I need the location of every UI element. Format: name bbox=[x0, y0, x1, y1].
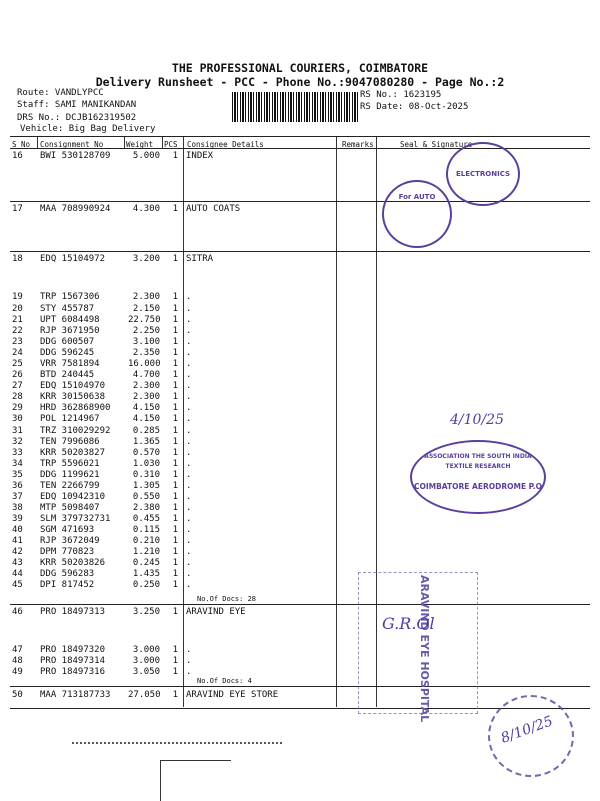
table-row bbox=[0, 370, 600, 381]
pieces-count: 1 bbox=[172, 459, 178, 469]
serial-number: 29 bbox=[12, 403, 23, 413]
serial-number: 33 bbox=[12, 448, 23, 458]
consignment-number: EDQ 15104972 bbox=[40, 254, 106, 264]
consignee-name: . bbox=[186, 414, 192, 424]
drs-field: DRS No.: DCJB162319502 bbox=[17, 113, 137, 123]
consignee-name: ARAVIND EYE bbox=[186, 607, 246, 617]
serial-number: 37 bbox=[12, 492, 23, 502]
table-row bbox=[0, 337, 600, 348]
pieces-count: 1 bbox=[172, 470, 178, 480]
serial-number: 21 bbox=[12, 315, 23, 325]
pieces-count: 1 bbox=[172, 370, 178, 380]
consignment-number: RJP 3671950 bbox=[40, 326, 100, 336]
col-header-seal: Seal & Signature bbox=[400, 140, 473, 149]
weight-value: 0.250 bbox=[132, 580, 160, 590]
auto-stamp-text: For AUTO bbox=[398, 193, 436, 201]
pieces-count: 1 bbox=[172, 525, 178, 535]
weight-value: 2.250 bbox=[132, 326, 160, 336]
pieces-count: 1 bbox=[172, 481, 178, 491]
consignment-number: BWI 530128709 bbox=[40, 151, 111, 161]
pieces-count: 1 bbox=[172, 392, 178, 402]
weight-value: 0.115 bbox=[132, 525, 160, 535]
route-field: Route: VANDLYPCC bbox=[17, 88, 104, 98]
col-header-weight: Weight bbox=[126, 140, 154, 149]
consignee-name: . bbox=[186, 569, 192, 579]
weight-value: 27.050 bbox=[128, 690, 161, 700]
table-row bbox=[0, 381, 600, 392]
consignee-name: . bbox=[186, 448, 192, 458]
table-row bbox=[0, 204, 600, 215]
serial-number: 22 bbox=[12, 326, 23, 336]
consignee-name: . bbox=[186, 503, 192, 513]
pieces-count: 1 bbox=[172, 204, 178, 214]
consignment-number: TRZ 310029292 bbox=[40, 426, 111, 436]
pieces-count: 1 bbox=[172, 403, 178, 413]
serial-number: 48 bbox=[12, 656, 23, 666]
pieces-count: 1 bbox=[172, 359, 178, 369]
consignment-number: SLM 379732731 bbox=[40, 514, 111, 524]
consignment-number: KRR 50203826 bbox=[40, 558, 106, 568]
weight-value: 2.300 bbox=[132, 292, 160, 302]
consignee-name: . bbox=[186, 645, 192, 655]
table-row bbox=[0, 536, 600, 547]
consignee-name: . bbox=[186, 580, 192, 590]
serial-number: 23 bbox=[12, 337, 23, 347]
serial-number: 43 bbox=[12, 558, 23, 568]
consignment-number: MAA 708990924 bbox=[40, 204, 111, 214]
serial-number: 26 bbox=[12, 370, 23, 380]
consignee-name: . bbox=[186, 481, 192, 491]
table-row bbox=[0, 426, 600, 437]
serial-number: 24 bbox=[12, 348, 23, 358]
consignee-name: . bbox=[186, 558, 192, 568]
consignee-name: SITRA bbox=[186, 254, 214, 264]
consignee-name: . bbox=[186, 326, 192, 336]
serial-number: 50 bbox=[12, 690, 23, 700]
consignment-number: EDQ 10942310 bbox=[40, 492, 106, 502]
table-row bbox=[0, 414, 600, 425]
sitra-seal-center-text: COIMBATORE AERODROME P.O bbox=[413, 482, 543, 491]
consignee-name: . bbox=[186, 348, 192, 358]
pieces-count: 1 bbox=[172, 503, 178, 513]
consignee-name: . bbox=[186, 426, 192, 436]
serial-number: 20 bbox=[12, 304, 23, 314]
consignee-name: . bbox=[186, 547, 192, 557]
weight-value: 0.285 bbox=[132, 426, 160, 436]
serial-number: 45 bbox=[12, 580, 23, 590]
consignee-name: . bbox=[186, 536, 192, 546]
table-row bbox=[0, 326, 600, 337]
consignment-number: POL 1214967 bbox=[40, 414, 100, 424]
table-row bbox=[0, 392, 600, 403]
serial-number: 38 bbox=[12, 503, 23, 513]
table-row bbox=[0, 607, 600, 618]
pieces-count: 1 bbox=[172, 426, 178, 436]
electronics-stamp-text: ELECTRONICS bbox=[455, 170, 511, 178]
weight-value: 2.300 bbox=[132, 392, 160, 402]
pieces-count: 1 bbox=[172, 292, 178, 302]
pieces-count: 1 bbox=[172, 348, 178, 358]
table-row bbox=[0, 348, 600, 359]
weight-value: 3.000 bbox=[132, 656, 160, 666]
serial-number: 46 bbox=[12, 607, 23, 617]
table-row bbox=[0, 656, 600, 667]
pieces-count: 1 bbox=[172, 414, 178, 424]
table-top-border bbox=[10, 136, 590, 137]
runsheet-subtitle: Delivery Runsheet - PCC - Phone No.:9047080280 - Page No.:2 bbox=[95, 75, 505, 89]
consignment-number: DDG 596245 bbox=[40, 348, 95, 358]
consignee-name: . bbox=[186, 470, 192, 480]
handwritten-signature: G.R.Ol bbox=[382, 614, 435, 633]
consignee-name: . bbox=[186, 370, 192, 380]
weight-value: 0.550 bbox=[132, 492, 160, 502]
pieces-count: 1 bbox=[172, 492, 178, 502]
pieces-count: 1 bbox=[172, 315, 178, 325]
consignment-number: VRR 7581894 bbox=[40, 359, 100, 369]
col-header-consignee: Consignee Details bbox=[187, 140, 264, 149]
weight-value: 2.300 bbox=[132, 381, 160, 391]
consignment-number: SGM 471693 bbox=[40, 525, 95, 535]
weight-value: 3.000 bbox=[132, 645, 160, 655]
rs-date: RS Date: 08-Oct-2025 bbox=[360, 102, 469, 112]
col-header-consignment: Consignment No bbox=[40, 140, 104, 149]
weight-value: 1.435 bbox=[132, 569, 160, 579]
handwritten-date-store: 8/10/25 bbox=[498, 713, 556, 747]
serial-number: 40 bbox=[12, 525, 23, 535]
serial-number: 42 bbox=[12, 547, 23, 557]
consignment-number: PRO 18497316 bbox=[40, 667, 106, 677]
row-separator bbox=[10, 686, 590, 687]
weight-value: 0.310 bbox=[132, 470, 160, 480]
consignee-name: . bbox=[186, 403, 192, 413]
table-row bbox=[0, 403, 600, 414]
pieces-count: 1 bbox=[172, 569, 178, 579]
table-row bbox=[0, 525, 600, 536]
table-row bbox=[0, 292, 600, 303]
weight-value: 5.000 bbox=[132, 151, 160, 161]
table-row bbox=[0, 254, 600, 265]
consignment-number: EDQ 15104970 bbox=[40, 381, 106, 391]
consignment-number: PRO 18497314 bbox=[40, 656, 106, 666]
consignment-number: KRR 50203827 bbox=[40, 448, 106, 458]
table-row bbox=[0, 514, 600, 525]
weight-value: 1.305 bbox=[132, 481, 160, 491]
consignment-number: TRP 1567306 bbox=[40, 292, 100, 302]
pieces-count: 1 bbox=[172, 656, 178, 666]
weight-value: 2.150 bbox=[132, 304, 160, 314]
table-row bbox=[0, 645, 600, 656]
serial-number: 47 bbox=[12, 645, 23, 655]
consignee-name: . bbox=[186, 392, 192, 402]
consignee-name: . bbox=[186, 525, 192, 535]
pieces-count: 1 bbox=[172, 690, 178, 700]
electronics-stamp bbox=[446, 142, 520, 206]
col-header-sno: S No bbox=[12, 140, 31, 149]
weight-value: 0.570 bbox=[132, 448, 160, 458]
auto-coats-stamp bbox=[382, 180, 452, 248]
table-row bbox=[0, 304, 600, 315]
weight-value: 3.100 bbox=[132, 337, 160, 347]
col-divider bbox=[124, 137, 125, 148]
pieces-count: 1 bbox=[172, 337, 178, 347]
serial-number: 19 bbox=[12, 292, 23, 302]
consignment-number: RJP 3672049 bbox=[40, 536, 100, 546]
weight-value: 0.210 bbox=[132, 536, 160, 546]
barcode bbox=[232, 92, 358, 122]
bottom-form-fragment bbox=[72, 742, 282, 744]
consignment-number: KRR 30150638 bbox=[40, 392, 106, 402]
weight-value: 1.365 bbox=[132, 437, 160, 447]
pieces-count: 1 bbox=[172, 547, 178, 557]
pieces-count: 1 bbox=[172, 514, 178, 524]
weight-value: 4.300 bbox=[132, 204, 160, 214]
serial-number: 30 bbox=[12, 414, 23, 424]
pieces-count: 1 bbox=[172, 151, 178, 161]
weight-value: 1.030 bbox=[132, 459, 160, 469]
consignment-number: BTD 240445 bbox=[40, 370, 95, 380]
weight-value: 3.200 bbox=[132, 254, 160, 264]
consignee-name: . bbox=[186, 459, 192, 469]
bottom-form-box bbox=[160, 760, 231, 801]
consignee-name: . bbox=[186, 381, 192, 391]
consignment-number: DDG 1199621 bbox=[40, 470, 100, 480]
weight-value: 3.050 bbox=[132, 667, 160, 677]
consignment-number: DPM 770823 bbox=[40, 547, 95, 557]
serial-number: 34 bbox=[12, 459, 23, 469]
consignment-number: STY 455787 bbox=[40, 304, 95, 314]
serial-number: 41 bbox=[12, 536, 23, 546]
pieces-count: 1 bbox=[172, 437, 178, 447]
aravind-vertical-stamp: ARAVIND EYE HOSPITAL bbox=[418, 575, 431, 723]
pieces-count: 1 bbox=[172, 304, 178, 314]
col-header-remarks: Remarks bbox=[342, 140, 374, 149]
weight-value: 4.150 bbox=[132, 414, 160, 424]
consignee-name: . bbox=[186, 359, 192, 369]
pieces-count: 1 bbox=[172, 580, 178, 590]
vehicle-field: Vehicle: Big Bag Delivery bbox=[20, 124, 156, 134]
serial-number: 32 bbox=[12, 437, 23, 447]
weight-value: 4.700 bbox=[132, 370, 160, 380]
consignee-name: . bbox=[186, 492, 192, 502]
serial-number: 27 bbox=[12, 381, 23, 391]
row-separator bbox=[10, 604, 590, 605]
serial-number: 39 bbox=[12, 514, 23, 524]
consignee-name: ARAVIND EYE STORE bbox=[186, 690, 279, 700]
consignment-number: MTP 5098407 bbox=[40, 503, 100, 513]
weight-value: 1.210 bbox=[132, 547, 160, 557]
pieces-count: 1 bbox=[172, 645, 178, 655]
pieces-count: 1 bbox=[172, 536, 178, 546]
consignee-name: . bbox=[186, 337, 192, 347]
weight-value: 4.150 bbox=[132, 403, 160, 413]
rs-number: RS No.: 1623195 bbox=[360, 90, 442, 100]
consignee-name: INDEX bbox=[186, 151, 214, 161]
consignment-number: TEN 2266799 bbox=[40, 481, 100, 491]
serial-number: 36 bbox=[12, 481, 23, 491]
consignee-name: . bbox=[186, 656, 192, 666]
docs-count-group2: No.Of Docs: 4 bbox=[197, 677, 252, 685]
table-row bbox=[0, 569, 600, 580]
weight-value: 16.000 bbox=[128, 359, 161, 369]
pieces-count: 1 bbox=[172, 667, 178, 677]
sitra-seal-ring-text: ASSOCIATION THE SOUTH INDIA TEXTILE RESEARCH bbox=[424, 453, 532, 470]
weight-value: 22.750 bbox=[128, 315, 161, 325]
col-divider bbox=[162, 137, 163, 148]
table-row bbox=[0, 667, 600, 678]
consignment-number: DDG 600507 bbox=[40, 337, 95, 347]
consignee-name: . bbox=[186, 667, 192, 677]
consignee-name: . bbox=[186, 292, 192, 302]
pieces-count: 1 bbox=[172, 448, 178, 458]
sitra-seal-stamp bbox=[410, 440, 546, 514]
weight-value: 0.245 bbox=[132, 558, 160, 568]
pieces-count: 1 bbox=[172, 558, 178, 568]
consignee-name: . bbox=[186, 437, 192, 447]
pieces-count: 1 bbox=[172, 607, 178, 617]
consignment-number: UPT 6084498 bbox=[40, 315, 100, 325]
handwritten-date-sitra: 4/10/25 bbox=[450, 412, 504, 428]
table-row bbox=[0, 580, 600, 591]
weight-value: 2.380 bbox=[132, 503, 160, 513]
consignment-number: PRO 18497313 bbox=[40, 607, 106, 617]
table-row bbox=[0, 558, 600, 569]
weight-value: 0.455 bbox=[132, 514, 160, 524]
serial-number: 18 bbox=[12, 254, 23, 264]
col-divider bbox=[37, 137, 38, 148]
serial-number: 49 bbox=[12, 667, 23, 677]
pieces-count: 1 bbox=[172, 381, 178, 391]
serial-number: 31 bbox=[12, 426, 23, 436]
row-separator bbox=[10, 251, 590, 252]
pieces-count: 1 bbox=[172, 326, 178, 336]
serial-number: 17 bbox=[12, 204, 23, 214]
row-separator bbox=[10, 201, 590, 202]
consignee-name: AUTO COATS bbox=[186, 204, 241, 214]
serial-number: 16 bbox=[12, 151, 23, 161]
consignment-number: HRD 362868900 bbox=[40, 403, 111, 413]
weight-value: 2.350 bbox=[132, 348, 160, 358]
serial-number: 35 bbox=[12, 470, 23, 480]
docs-count-group1: No.Of Docs: 28 bbox=[197, 595, 257, 603]
consignee-name: . bbox=[186, 514, 192, 524]
consignment-number: PRO 18497320 bbox=[40, 645, 106, 655]
serial-number: 44 bbox=[12, 569, 23, 579]
consignee-name: . bbox=[186, 315, 192, 325]
pieces-count: 1 bbox=[172, 254, 178, 264]
serial-number: 28 bbox=[12, 392, 23, 402]
consignment-number: TEN 7996086 bbox=[40, 437, 100, 447]
consignment-number: DPI 817452 bbox=[40, 580, 95, 590]
weight-value: 3.250 bbox=[132, 607, 160, 617]
company-title: THE PROFESSIONAL COURIERS, COIMBATORE bbox=[171, 61, 429, 75]
consignment-number: MAA 713187733 bbox=[40, 690, 111, 700]
consignee-name: . bbox=[186, 304, 192, 314]
table-row bbox=[0, 547, 600, 558]
table-row bbox=[0, 359, 600, 370]
table-row bbox=[0, 315, 600, 326]
consignment-number: TRP 5596021 bbox=[40, 459, 100, 469]
serial-number: 25 bbox=[12, 359, 23, 369]
consignment-number: DDG 596283 bbox=[40, 569, 95, 579]
staff-field: Staff: SAMI MANIKANDAN bbox=[17, 100, 137, 110]
col-header-pcs: PCS bbox=[164, 140, 178, 149]
